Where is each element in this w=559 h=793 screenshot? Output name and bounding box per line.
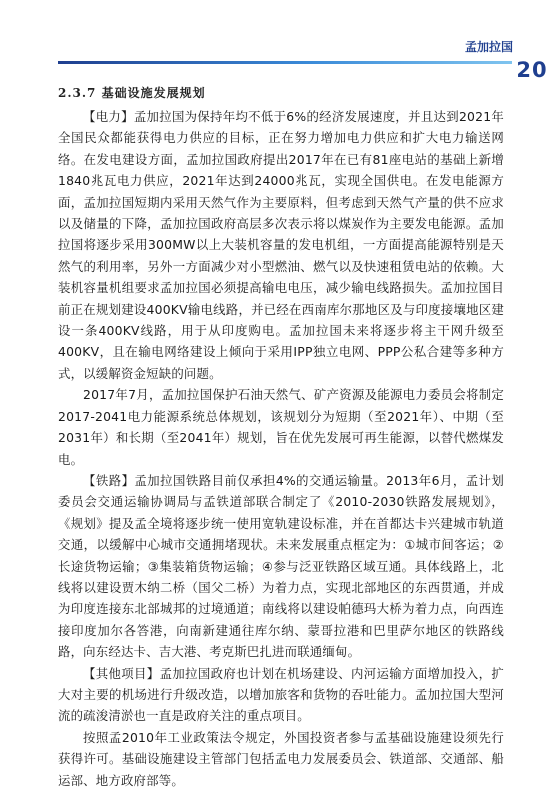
paragraph-other-projects: 【其他项目】孟加拉国政府也计划在机场建设、内河运输方面增加投入，扩大对主要的机场进行升级改造，以增加旅客和货物的吞吐能力。孟加拉国大型河流的疏浚清淤也一直是政府关注的重点项目。 xyxy=(58,665,504,724)
page-number: 20 xyxy=(516,58,548,82)
header-rule xyxy=(58,61,512,64)
running-header-label: 孟加拉国 xyxy=(464,40,513,54)
paragraph-electricity: 【电力】孟加拉国为保持年均不低于6%的经济发展速度，并且达到2021年全国民众都能获得电力供应的目标，正在努力增加电力供应和扩大电力输送网络。在发电建设方面，孟加拉国政府提出2017年在已有81座电站的基础上新增1840兆瓦电力供应，2021年达到24000兆瓦，实现全国供电。在发电能源方面，孟加拉国短期内采用天然气作为主要原料，但考虑到天然气产量的供不应求以及储量的下降，孟加拉国政府高层多次表示将以煤炭作为主要发电能源。孟加拉国将逐步采用300MW以上大装机容量的发电机组，一方面提高能源特别是天然气的利用率，另外一方面减少对小型燃油、燃气以及快速租赁电站的依赖。大装机容量机组要求孟加拉国必须提高输电电压，减少输电线路损失。孟加拉国目前正在规划建设400KV输电线路，并已经在西南库尔那地区及与印度接壤地区建设一条400KV线路，用于从印度购电。孟加拉国未来将逐步将主干网升级至400KV，且在输电网络建设上倾向于采用IPP独立电网、PPP公私合建等多种方式，以缓解资金短缺的问题。 xyxy=(58,109,504,381)
paragraph-energy-plan: 2017年7月，孟加拉国保护石油天然气、矿产资源及能源电力委员会将制定2017-2041电力能源系统总体规划，该规划分为短期（至2021年）、中期（至2031年）和长期（至2041年）规划，旨在优先发展可再生能源，以替代燃煤发电。 xyxy=(58,387,504,467)
paragraph-railway: 【铁路】孟加拉国铁路目前仅承担4%的交通运输量。2013年6月，孟计划委员会交通运输协调局与孟铁道部联合制定了《2010-2030铁路发展规划》，《规划》提及孟全境将逐步统一使用宽轨建设标准，并在首都达卡兴建城市轨道交通，以缓解中心城市交通拥堵现状。未来发展重点框定为：①城市间客运；②长途货物运输；③集装箱货物运输；④参与泛亚铁路区域互通。具体线路上，北线将以建设贾木纳二桥（国父二桥）为着力点，实现北部地区的东西贯通，并成为印度连接东北部城邦的过境通道；南线将以建设帕德玛大桥为着力点，向西连接印度加尔各答港，向南新建通往库尔纳、蒙哥拉港和巴里萨尔地区的铁路线路，向东经达卡、吉大港、考克斯巴扎进而联通缅甸。 xyxy=(58,472,504,660)
paragraph-regulation: 按照孟2010年工业政策法令规定，外国投资者参与孟基础设施建设须先行获得许可。基础设施建设主管部门包括孟电力发展委员会、铁道部、交通部、船运部、地方政府部等。 xyxy=(58,729,504,788)
body-text xyxy=(58,106,504,791)
section-heading: 2.3.7 基础设施发展规划 xyxy=(58,86,206,100)
